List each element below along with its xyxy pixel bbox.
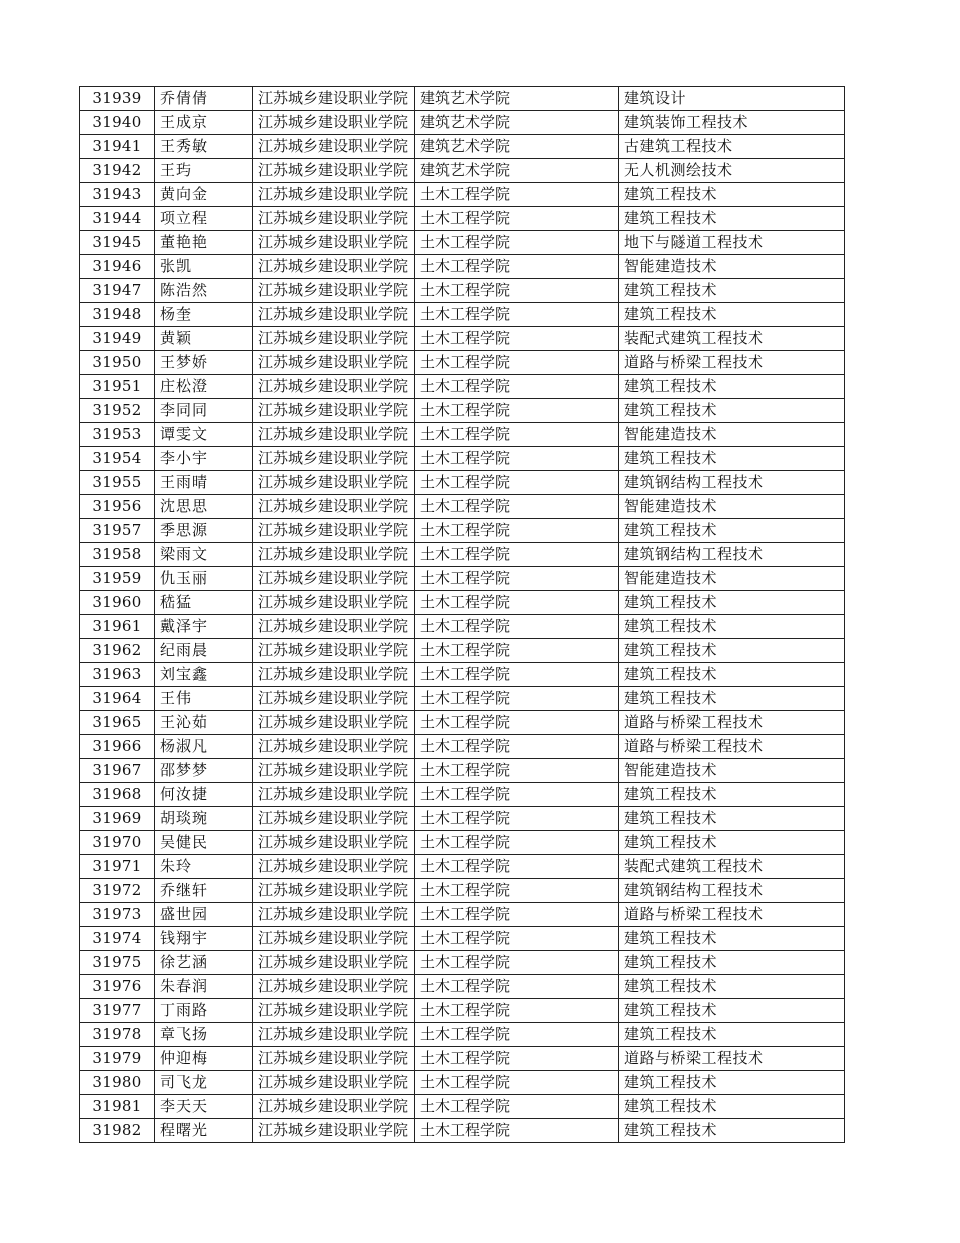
school-cell: 江苏城乡建设职业学院 (253, 1095, 415, 1119)
table-row (80, 279, 845, 303)
department-cell: 土木工程学院 (415, 735, 619, 759)
major-cell: 建筑工程技术 (619, 1071, 845, 1095)
department-cell: 土木工程学院 (415, 447, 619, 471)
major-cell: 建筑工程技术 (619, 207, 845, 231)
major-cell: 装配式建筑工程技术 (619, 327, 845, 351)
department-cell: 土木工程学院 (415, 327, 619, 351)
table-row (80, 1023, 845, 1047)
table-row (80, 999, 845, 1023)
department-cell: 土木工程学院 (415, 1023, 619, 1047)
major-cell: 建筑工程技术 (619, 399, 845, 423)
school-cell: 江苏城乡建设职业学院 (253, 351, 415, 375)
student-name-cell: 王梦娇 (155, 351, 253, 375)
table-row (80, 255, 845, 279)
student-name-cell: 庄松澄 (155, 375, 253, 399)
table-row (80, 87, 845, 111)
table-row (80, 831, 845, 855)
school-cell: 江苏城乡建设职业学院 (253, 1047, 415, 1071)
major-cell: 建筑工程技术 (619, 831, 845, 855)
department-cell: 土木工程学院 (415, 759, 619, 783)
table-row (80, 1119, 845, 1143)
student-name-cell: 王玙 (155, 159, 253, 183)
department-cell: 土木工程学院 (415, 711, 619, 735)
major-cell: 建筑钢结构工程技术 (619, 471, 845, 495)
table-row (80, 951, 845, 975)
major-cell: 建筑工程技术 (619, 975, 845, 999)
serial-number-cell: 31972 (80, 879, 155, 903)
table-row (80, 183, 845, 207)
table-row (80, 591, 845, 615)
student-name-cell: 嵇猛 (155, 591, 253, 615)
student-name-cell: 仲迎梅 (155, 1047, 253, 1071)
major-cell: 智能建造技术 (619, 567, 845, 591)
student-name-cell: 杨淑凡 (155, 735, 253, 759)
department-cell: 土木工程学院 (415, 1071, 619, 1095)
serial-number-cell: 31967 (80, 759, 155, 783)
school-cell: 江苏城乡建设职业学院 (253, 807, 415, 831)
school-cell: 江苏城乡建设职业学院 (253, 567, 415, 591)
student-name-cell: 沈思思 (155, 495, 253, 519)
major-cell: 建筑工程技术 (619, 1023, 845, 1047)
student-name-cell: 乔继轩 (155, 879, 253, 903)
department-cell: 建筑艺术学院 (415, 159, 619, 183)
table-row (80, 1071, 845, 1095)
major-cell: 建筑工程技术 (619, 279, 845, 303)
table-row (80, 471, 845, 495)
school-cell: 江苏城乡建设职业学院 (253, 423, 415, 447)
serial-number-cell: 31979 (80, 1047, 155, 1071)
major-cell: 智能建造技术 (619, 423, 845, 447)
table-row (80, 687, 845, 711)
table-row (80, 903, 845, 927)
department-cell: 土木工程学院 (415, 591, 619, 615)
table-row (80, 1047, 845, 1071)
school-cell: 江苏城乡建设职业学院 (253, 927, 415, 951)
table-row (80, 663, 845, 687)
school-cell: 江苏城乡建设职业学院 (253, 279, 415, 303)
major-cell: 建筑钢结构工程技术 (619, 543, 845, 567)
table-row (80, 495, 845, 519)
student-name-cell: 章飞扬 (155, 1023, 253, 1047)
school-cell: 江苏城乡建设职业学院 (253, 735, 415, 759)
major-cell: 建筑工程技术 (619, 1119, 845, 1143)
serial-number-cell: 31961 (80, 615, 155, 639)
student-roster-table (79, 86, 845, 1143)
serial-number-cell: 31980 (80, 1071, 155, 1095)
major-cell: 智能建造技术 (619, 495, 845, 519)
table-row (80, 735, 845, 759)
department-cell: 土木工程学院 (415, 807, 619, 831)
major-cell: 建筑工程技术 (619, 663, 845, 687)
school-cell: 江苏城乡建设职业学院 (253, 471, 415, 495)
student-name-cell: 乔倩倩 (155, 87, 253, 111)
major-cell: 建筑工程技术 (619, 375, 845, 399)
serial-number-cell: 31941 (80, 135, 155, 159)
table-row (80, 759, 845, 783)
school-cell: 江苏城乡建设职业学院 (253, 999, 415, 1023)
department-cell: 土木工程学院 (415, 1047, 619, 1071)
table-row (80, 231, 845, 255)
school-cell: 江苏城乡建设职业学院 (253, 87, 415, 111)
table-row (80, 639, 845, 663)
major-cell: 建筑工程技术 (619, 951, 845, 975)
student-name-cell: 纪雨晨 (155, 639, 253, 663)
student-name-cell: 朱玲 (155, 855, 253, 879)
student-name-cell: 陈浩然 (155, 279, 253, 303)
serial-number-cell: 31956 (80, 495, 155, 519)
serial-number-cell: 31948 (80, 303, 155, 327)
school-cell: 江苏城乡建设职业学院 (253, 447, 415, 471)
department-cell: 土木工程学院 (415, 279, 619, 303)
department-cell: 土木工程学院 (415, 567, 619, 591)
serial-number-cell: 31946 (80, 255, 155, 279)
table-row (80, 159, 845, 183)
department-cell: 土木工程学院 (415, 687, 619, 711)
serial-number-cell: 31981 (80, 1095, 155, 1119)
major-cell: 古建筑工程技术 (619, 135, 845, 159)
department-cell: 土木工程学院 (415, 975, 619, 999)
student-name-cell: 何汝捷 (155, 783, 253, 807)
table-row (80, 447, 845, 471)
serial-number-cell: 31944 (80, 207, 155, 231)
serial-number-cell: 31978 (80, 1023, 155, 1047)
department-cell: 建筑艺术学院 (415, 135, 619, 159)
major-cell: 建筑工程技术 (619, 447, 845, 471)
serial-number-cell: 31958 (80, 543, 155, 567)
serial-number-cell: 31942 (80, 159, 155, 183)
major-cell: 建筑工程技术 (619, 519, 845, 543)
school-cell: 江苏城乡建设职业学院 (253, 231, 415, 255)
major-cell: 建筑工程技术 (619, 999, 845, 1023)
school-cell: 江苏城乡建设职业学院 (253, 639, 415, 663)
serial-number-cell: 31974 (80, 927, 155, 951)
major-cell: 建筑工程技术 (619, 591, 845, 615)
major-cell: 无人机测绘技术 (619, 159, 845, 183)
serial-number-cell: 31962 (80, 639, 155, 663)
department-cell: 土木工程学院 (415, 303, 619, 327)
student-name-cell: 戴泽宇 (155, 615, 253, 639)
major-cell: 道路与桥梁工程技术 (619, 903, 845, 927)
serial-number-cell: 31977 (80, 999, 155, 1023)
student-name-cell: 李同同 (155, 399, 253, 423)
school-cell: 江苏城乡建设职业学院 (253, 303, 415, 327)
major-cell: 建筑钢结构工程技术 (619, 879, 845, 903)
student-name-cell: 杨奎 (155, 303, 253, 327)
serial-number-cell: 31975 (80, 951, 155, 975)
school-cell: 江苏城乡建设职业学院 (253, 543, 415, 567)
student-name-cell: 谭雯文 (155, 423, 253, 447)
department-cell: 土木工程学院 (415, 495, 619, 519)
major-cell: 建筑工程技术 (619, 639, 845, 663)
serial-number-cell: 31949 (80, 327, 155, 351)
student-name-cell: 盛世园 (155, 903, 253, 927)
student-name-cell: 徐艺涵 (155, 951, 253, 975)
student-name-cell: 梁雨文 (155, 543, 253, 567)
serial-number-cell: 31964 (80, 687, 155, 711)
school-cell: 江苏城乡建设职业学院 (253, 975, 415, 999)
department-cell: 土木工程学院 (415, 519, 619, 543)
major-cell: 道路与桥梁工程技术 (619, 351, 845, 375)
school-cell: 江苏城乡建设职业学院 (253, 495, 415, 519)
department-cell: 土木工程学院 (415, 999, 619, 1023)
serial-number-cell: 31945 (80, 231, 155, 255)
school-cell: 江苏城乡建设职业学院 (253, 831, 415, 855)
major-cell: 建筑工程技术 (619, 183, 845, 207)
department-cell: 土木工程学院 (415, 399, 619, 423)
student-name-cell: 季思源 (155, 519, 253, 543)
major-cell: 建筑工程技术 (619, 783, 845, 807)
serial-number-cell: 31960 (80, 591, 155, 615)
department-cell: 土木工程学院 (415, 183, 619, 207)
major-cell: 智能建造技术 (619, 255, 845, 279)
department-cell: 土木工程学院 (415, 831, 619, 855)
student-name-cell: 王伟 (155, 687, 253, 711)
department-cell: 土木工程学院 (415, 543, 619, 567)
serial-number-cell: 31947 (80, 279, 155, 303)
serial-number-cell: 31976 (80, 975, 155, 999)
major-cell: 道路与桥梁工程技术 (619, 711, 845, 735)
serial-number-cell: 31973 (80, 903, 155, 927)
school-cell: 江苏城乡建设职业学院 (253, 591, 415, 615)
student-name-cell: 董艳艳 (155, 231, 253, 255)
student-name-cell: 李小宇 (155, 447, 253, 471)
serial-number-cell: 31982 (80, 1119, 155, 1143)
department-cell: 建筑艺术学院 (415, 87, 619, 111)
serial-number-cell: 31970 (80, 831, 155, 855)
table-row (80, 423, 845, 447)
student-name-cell: 程曙光 (155, 1119, 253, 1143)
serial-number-cell: 31971 (80, 855, 155, 879)
school-cell: 江苏城乡建设职业学院 (253, 111, 415, 135)
school-cell: 江苏城乡建设职业学院 (253, 951, 415, 975)
table-row (80, 543, 845, 567)
serial-number-cell: 31966 (80, 735, 155, 759)
major-cell: 地下与隧道工程技术 (619, 231, 845, 255)
department-cell: 土木工程学院 (415, 231, 619, 255)
school-cell: 江苏城乡建设职业学院 (253, 711, 415, 735)
school-cell: 江苏城乡建设职业学院 (253, 687, 415, 711)
serial-number-cell: 31952 (80, 399, 155, 423)
serial-number-cell: 31951 (80, 375, 155, 399)
serial-number-cell: 31957 (80, 519, 155, 543)
school-cell: 江苏城乡建设职业学院 (253, 183, 415, 207)
school-cell: 江苏城乡建设职业学院 (253, 879, 415, 903)
student-name-cell: 张凯 (155, 255, 253, 279)
major-cell: 建筑工程技术 (619, 1095, 845, 1119)
table-row (80, 375, 845, 399)
department-cell: 土木工程学院 (415, 1095, 619, 1119)
department-cell: 土木工程学院 (415, 783, 619, 807)
department-cell: 土木工程学院 (415, 663, 619, 687)
table-row (80, 1095, 845, 1119)
serial-number-cell: 31965 (80, 711, 155, 735)
serial-number-cell: 31959 (80, 567, 155, 591)
serial-number-cell: 31953 (80, 423, 155, 447)
table-row (80, 519, 845, 543)
school-cell: 江苏城乡建设职业学院 (253, 759, 415, 783)
serial-number-cell: 31955 (80, 471, 155, 495)
school-cell: 江苏城乡建设职业学院 (253, 255, 415, 279)
table-row (80, 135, 845, 159)
table-row (80, 927, 845, 951)
school-cell: 江苏城乡建设职业学院 (253, 783, 415, 807)
major-cell: 建筑工程技术 (619, 615, 845, 639)
department-cell: 土木工程学院 (415, 855, 619, 879)
serial-number-cell: 31968 (80, 783, 155, 807)
major-cell: 智能建造技术 (619, 759, 845, 783)
table-row (80, 111, 845, 135)
school-cell: 江苏城乡建设职业学院 (253, 327, 415, 351)
major-cell: 建筑工程技术 (619, 303, 845, 327)
major-cell: 建筑工程技术 (619, 807, 845, 831)
school-cell: 江苏城乡建设职业学院 (253, 207, 415, 231)
school-cell: 江苏城乡建设职业学院 (253, 135, 415, 159)
department-cell: 土木工程学院 (415, 1119, 619, 1143)
table-row (80, 879, 845, 903)
student-name-cell: 朱春润 (155, 975, 253, 999)
serial-number-cell: 31939 (80, 87, 155, 111)
school-cell: 江苏城乡建设职业学院 (253, 519, 415, 543)
serial-number-cell: 31943 (80, 183, 155, 207)
department-cell: 建筑艺术学院 (415, 111, 619, 135)
department-cell: 土木工程学院 (415, 639, 619, 663)
student-name-cell: 吴健民 (155, 831, 253, 855)
table-row (80, 303, 845, 327)
department-cell: 土木工程学院 (415, 927, 619, 951)
table-row (80, 615, 845, 639)
student-name-cell: 李天天 (155, 1095, 253, 1119)
major-cell: 道路与桥梁工程技术 (619, 735, 845, 759)
table-row (80, 207, 845, 231)
serial-number-cell: 31963 (80, 663, 155, 687)
table-row (80, 975, 845, 999)
student-name-cell: 丁雨路 (155, 999, 253, 1023)
school-cell: 江苏城乡建设职业学院 (253, 1119, 415, 1143)
student-name-cell: 黄向金 (155, 183, 253, 207)
school-cell: 江苏城乡建设职业学院 (253, 615, 415, 639)
table-row (80, 351, 845, 375)
serial-number-cell: 31954 (80, 447, 155, 471)
student-name-cell: 邵梦梦 (155, 759, 253, 783)
school-cell: 江苏城乡建设职业学院 (253, 903, 415, 927)
major-cell: 建筑装饰工程技术 (619, 111, 845, 135)
school-cell: 江苏城乡建设职业学院 (253, 663, 415, 687)
school-cell: 江苏城乡建设职业学院 (253, 375, 415, 399)
serial-number-cell: 31950 (80, 351, 155, 375)
table-row (80, 783, 845, 807)
student-name-cell: 司飞龙 (155, 1071, 253, 1095)
department-cell: 土木工程学院 (415, 615, 619, 639)
student-name-cell: 胡琰琬 (155, 807, 253, 831)
school-cell: 江苏城乡建设职业学院 (253, 399, 415, 423)
department-cell: 土木工程学院 (415, 375, 619, 399)
department-cell: 土木工程学院 (415, 951, 619, 975)
student-name-cell: 王沁茹 (155, 711, 253, 735)
major-cell: 建筑工程技术 (619, 687, 845, 711)
student-name-cell: 王成京 (155, 111, 253, 135)
table-row (80, 711, 845, 735)
department-cell: 土木工程学院 (415, 207, 619, 231)
table-row (80, 807, 845, 831)
department-cell: 土木工程学院 (415, 255, 619, 279)
major-cell: 装配式建筑工程技术 (619, 855, 845, 879)
serial-number-cell: 31940 (80, 111, 155, 135)
table-row (80, 327, 845, 351)
student-name-cell: 仇玉丽 (155, 567, 253, 591)
school-cell: 江苏城乡建设职业学院 (253, 855, 415, 879)
student-name-cell: 王雨晴 (155, 471, 253, 495)
student-name-cell: 黄颖 (155, 327, 253, 351)
roster-body (80, 87, 845, 1143)
table-row (80, 855, 845, 879)
school-cell: 江苏城乡建设职业学院 (253, 1023, 415, 1047)
table-row (80, 567, 845, 591)
student-name-cell: 钱翔宇 (155, 927, 253, 951)
major-cell: 建筑设计 (619, 87, 845, 111)
table-row (80, 399, 845, 423)
serial-number-cell: 31969 (80, 807, 155, 831)
major-cell: 建筑工程技术 (619, 927, 845, 951)
student-name-cell: 项立程 (155, 207, 253, 231)
student-name-cell: 刘宝鑫 (155, 663, 253, 687)
department-cell: 土木工程学院 (415, 879, 619, 903)
school-cell: 江苏城乡建设职业学院 (253, 159, 415, 183)
student-name-cell: 王秀敏 (155, 135, 253, 159)
department-cell: 土木工程学院 (415, 423, 619, 447)
department-cell: 土木工程学院 (415, 903, 619, 927)
major-cell: 道路与桥梁工程技术 (619, 1047, 845, 1071)
school-cell: 江苏城乡建设职业学院 (253, 1071, 415, 1095)
department-cell: 土木工程学院 (415, 351, 619, 375)
department-cell: 土木工程学院 (415, 471, 619, 495)
